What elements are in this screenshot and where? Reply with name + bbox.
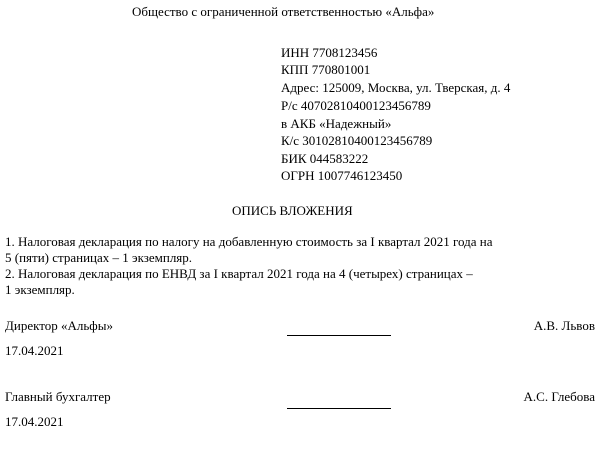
list-item: 2. Налоговая декларация по ЕНВД за I квартал 2021 года на 4 (четырех) страницах – <box>5 266 473 281</box>
list-item: 1. Налоговая декларация по налогу на добавленную стоимость за I квартал 2021 года на <box>5 234 493 249</box>
signer-position: Директор «Альфы» <box>5 318 113 333</box>
requisite-inn: ИНН 7708123456 <box>281 45 378 60</box>
requisite-corr-account: К/с 30102810400123456789 <box>281 133 433 148</box>
requisite-bank: в АКБ «Надежный» <box>281 116 392 131</box>
list-item: 5 (пяти) страницах – 1 экземпляр. <box>5 250 193 265</box>
requisite-bik: БИК 044583222 <box>281 151 369 166</box>
signer-name: А.В. Львов <box>533 318 595 333</box>
requisite-account: Р/с 40702810400123456789 <box>281 98 431 113</box>
signer-position: Главный бухгалтер <box>5 389 111 404</box>
document-title: ОПИСЬ ВЛОЖЕНИЯ <box>232 203 353 218</box>
signer-name: А.С. Глебова <box>523 389 595 404</box>
requisite-address: Адрес: 125009, Москва, ул. Тверская, д. 4 <box>281 80 511 95</box>
signature-date: 17.04.2021 <box>5 414 64 429</box>
signature-line <box>287 335 391 336</box>
signature-line <box>287 408 391 409</box>
requisite-kpp: КПП 770801001 <box>281 62 371 77</box>
signature-date: 17.04.2021 <box>5 343 64 358</box>
requisite-ogrn: ОГРН 1007746123450 <box>281 168 403 183</box>
company-header: Общество с ограниченной ответственностью «Альфа» <box>132 4 435 19</box>
list-item: 1 экземпляр. <box>5 282 75 297</box>
